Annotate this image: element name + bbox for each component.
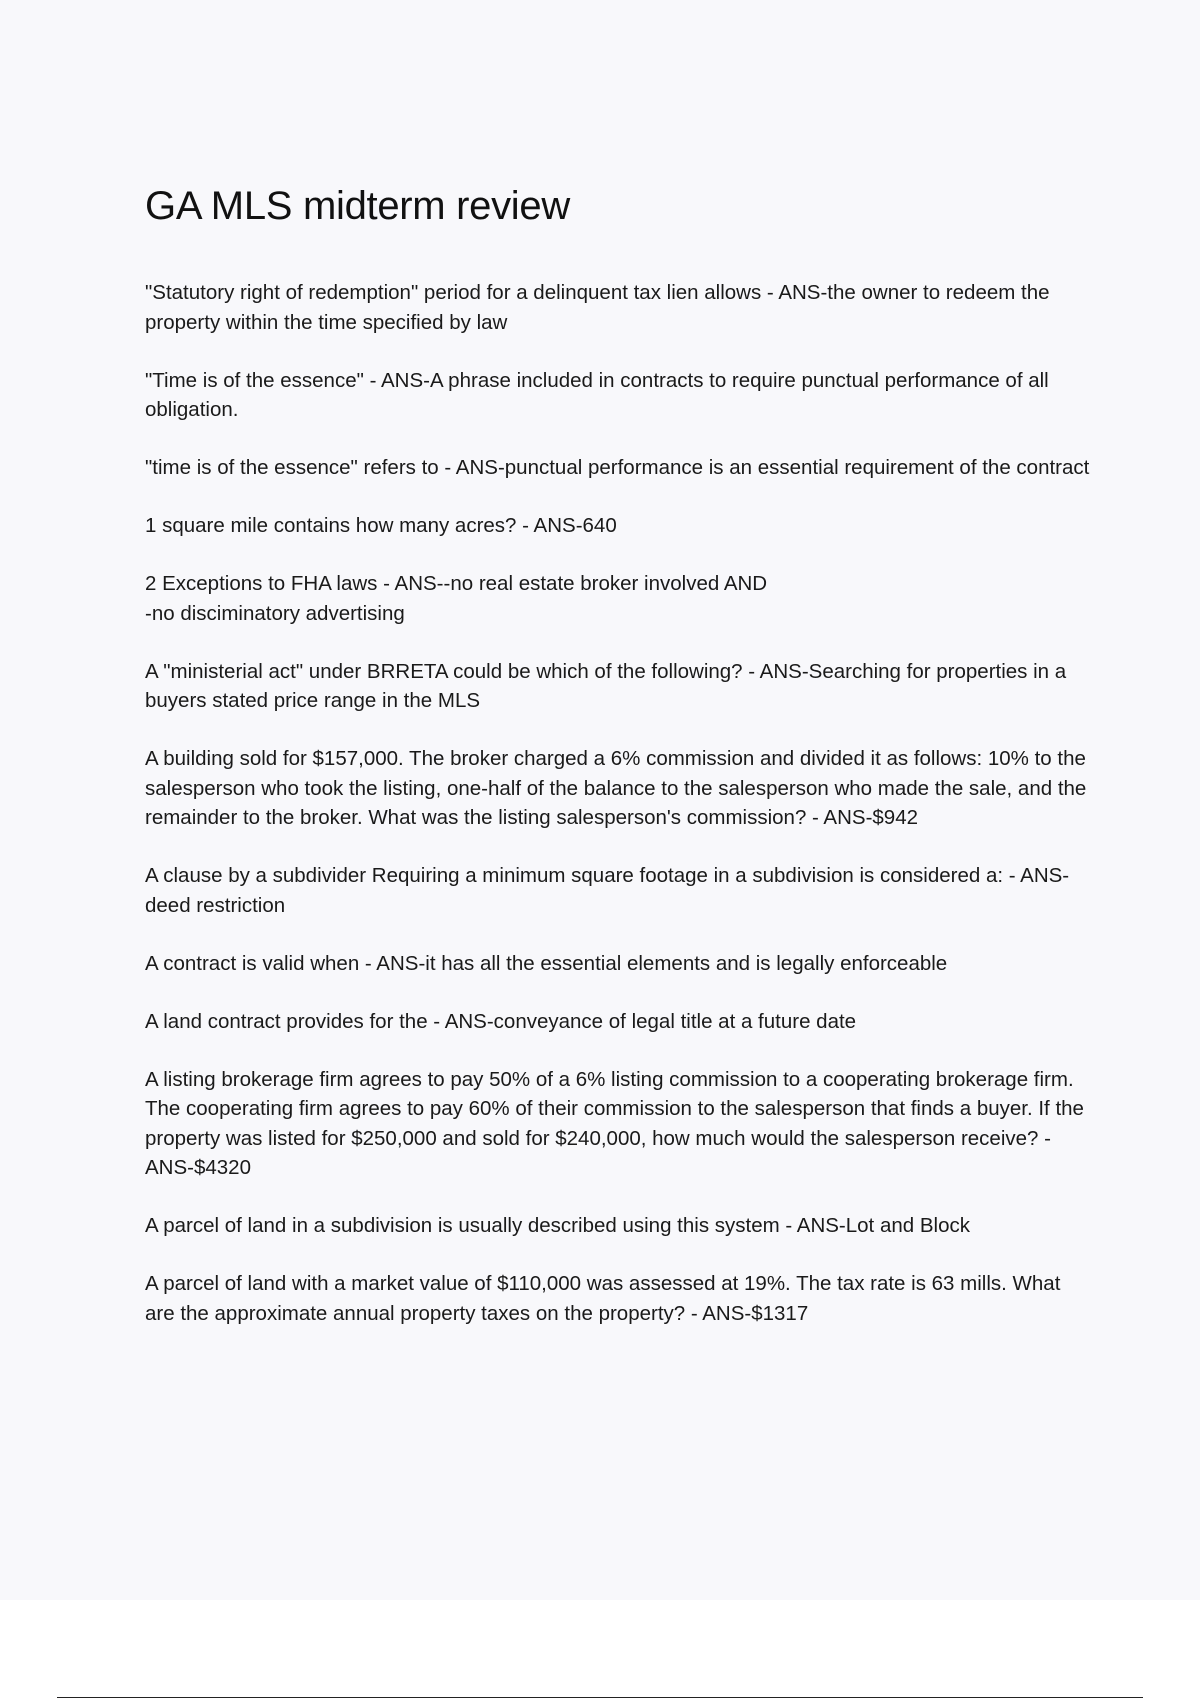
qa-item: A land contract provides for the - ANS-conveyance of legal title at a future date	[145, 1009, 857, 1033]
qa-item: A parcel of land with a market value of $110,000 was assessed at 19%. The tax rate is 63 mills. What are the approximate annual property taxes on the property? - ANS-$1317	[145, 1272, 1061, 1325]
page-divider	[57, 1697, 1143, 1698]
qa-item: "time is of the essence" refers to - ANS-punctual performance is an essential requirement of the contract	[145, 456, 1090, 479]
qa-item: 1 square mile contains how many acres? - ANS-640	[145, 514, 617, 537]
qa-item: "Time is of the essence" - ANS-A phrase included in contracts to require punctual performance of all obligation.	[145, 368, 1049, 421]
qa-item: A building sold for $157,000. The broker charged a 6% commission and divided it as follows: 10% to the salesperson who took the listing, one-half of the balance to the salesperson who made the sale, and the remainder to the broker. What was the listing salesperson's commission? - ANS-$942	[145, 747, 1087, 829]
page-title: GA MLS midterm review	[145, 184, 570, 228]
qa-item: "Statutory right of redemption" period for a delinquent tax lien allows - ANS-the owner to redeem the property within the time specified by law	[145, 281, 1050, 334]
qa-item: A clause by a subdivider Requiring a minimum square footage in a subdivision is considered a: - ANS-deed restriction	[145, 864, 1070, 917]
qa-item: A "ministerial act" under BRRETA could be which of the following? - ANS-Searching for properties in a buyers stated price range in the MLS	[145, 659, 1067, 712]
qa-item: 2 Exceptions to FHA laws - ANS--no real estate broker involved AND -no disciminatory advertising	[145, 572, 768, 625]
qa-item: A contract is valid when - ANS-it has all the essential elements and is legally enforceable	[145, 951, 948, 975]
qa-item: A listing brokerage firm agrees to pay 50% of a 6% listing commission to a cooperating brokerage firm. The cooperating firm agrees to pay 60% of their commission to the salesperson that finds a buyer. If the property was listed for $250,000 and sold for $240,000, how much would the salesperson receive? - ANS-$4320	[145, 1067, 1084, 1179]
qa-item: A parcel of land in a subdivision is usually described using this system - ANS-Lot and Block	[145, 1214, 970, 1237]
qa-list	[145, 278, 1095, 1357]
